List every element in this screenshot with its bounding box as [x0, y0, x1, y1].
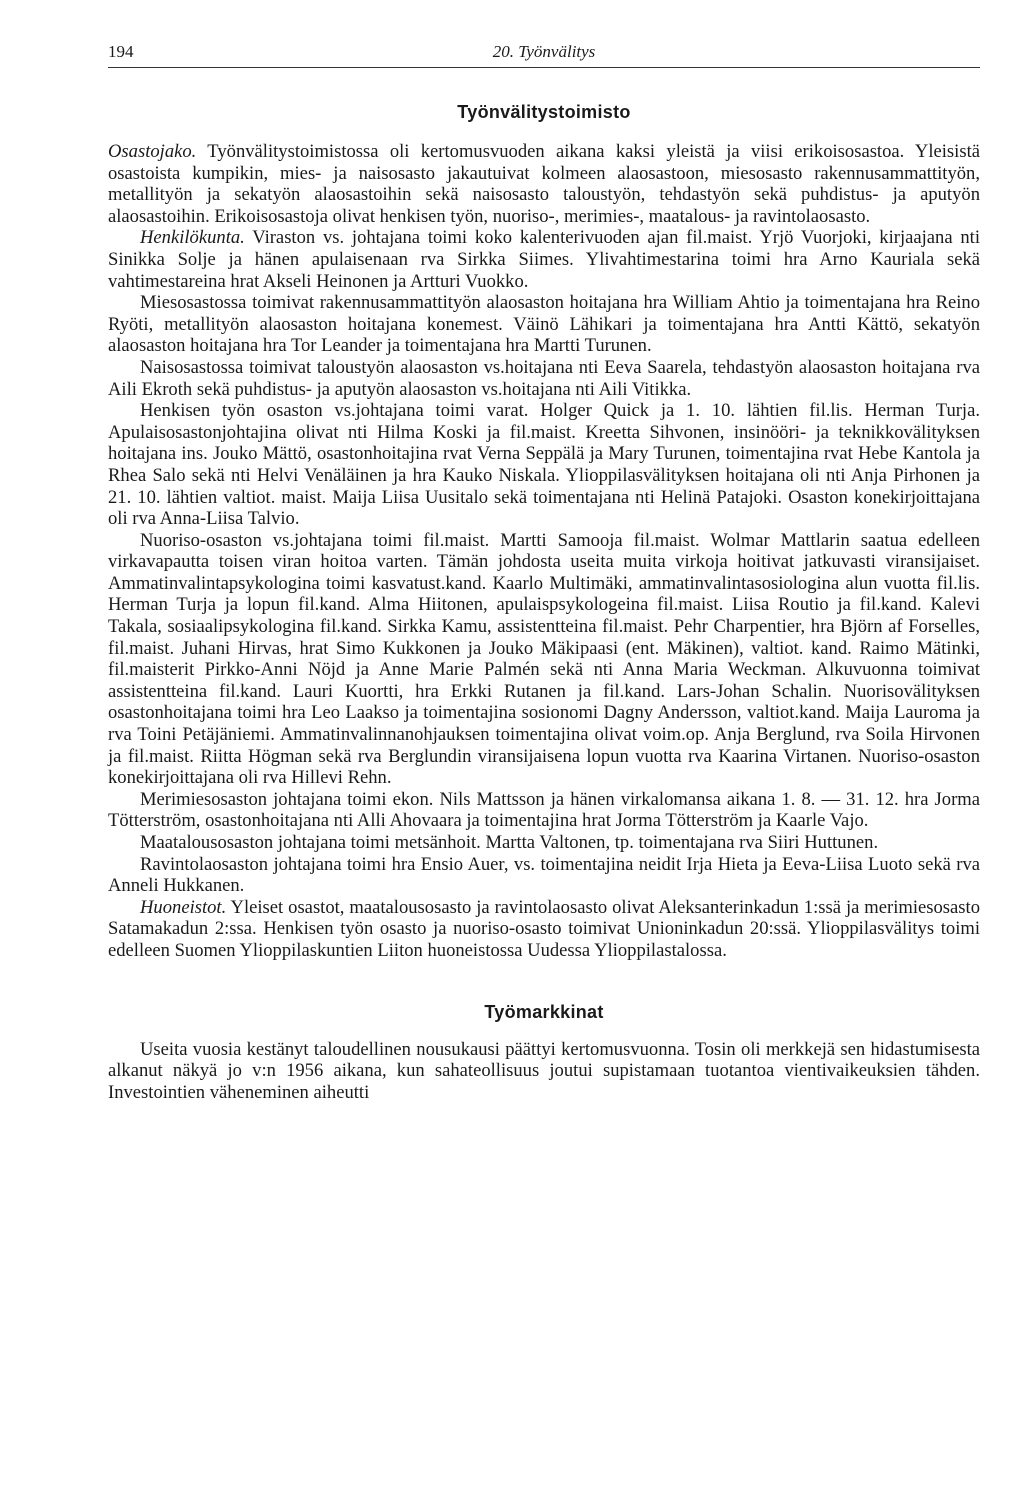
- paragraph-ravintolaosasto: Ravintolaosaston johtajana toimi hra Ensio Auer, vs. toimentajina neidit Irja Hieta ja Eeva-Liisa Luoto sekä rva Anneli Hukkanen.: [108, 853, 980, 897]
- document-page: [108, 42, 980, 1103]
- paragraph-nuoriso-osasto: Nuoriso-osaston vs.johtajana toimi fil.maist. Martti Samooja fil.maist. Wolmar Mattlarin saatua edelleen virkavapautta toisen viran hoitoa varten. Tämän johdosta useita muita virkoja hoitivat jatkuvasti viransijaiset. Ammatinvalintapsykologina toimi kasvatust.kand. Kaarlo Multimäki, ammatinvalintasosiologina alun vuotta fil.lis. Herman Turja ja lopun fil.kand. Alma Hiitonen, apulaispsykologeina fil.maist. Liisa Routio ja fil.kand. Kalevi Takala, sosiaalipsykologina fil.kand. Sirkka Kamu, assistentteina fil.maist. Pehr Charpentier, hra Björn af Forselles, fil.maist. Juhani Hirvas, hrat Simo Kukkonen ja Jouko Mäkipaasi (ent. Mäkinen), valtiot. kand. Raimo Mätinki, fil.maisterit Pirkko-Anni Nöjd ja Anne Marie Palmén sekä nti Anna Maria Weckman. Alkuvuonna toimivat assistentteina fil.kand. Lauri Kuortti, hra Erkki Rutanen ja fil.kand. Lars-Johan Schalin. Nuorisovälityksen osastonhoitajana toimi hra Leo Laakso ja toimentajina sosionomi Dagny Andersson, valtiot.kand. Maija Lauroma ja rva Toini Petäjäniemi. Ammatinvalinnanohjauksen toimentajina olivat voim.op. Anja Berglund, rva Soila Hirvonen ja fil.maist. Riitta Högman sekä rva Berglundin viransijaisena lopun vuotta rva Kaarina Virtanen. Nuoriso-osaston konekirjoittajana oli rva Hillevi Rehn.: [108, 529, 980, 789]
- page-number: 194: [108, 42, 134, 61]
- section-body-tyonvalitystoimisto: [108, 141, 980, 962]
- section-title-tyonvalitystoimisto: Työnvälitystoimisto: [457, 102, 631, 122]
- paragraph-text: Työnvälitystoimistossa oli kertomusvuoden aikana kaksi yleistä ja viisi erikoisosastoa. Yleisistä osastoista kumpikin, mies- ja naisosasto jakautuivat kolmeen alaosastoon, miesosasto rakennusammattityön, metallityön ja sekatyön alaosastoihin sekä naisosasto taloustyön, tehdastyön sekä puhdistus- ja aputyön alaosastoihin. Erikoisosastoja olivat henkisen työn, nuoriso-, merimies-, maatalous- ja ravintolaosasto.: [108, 141, 980, 227]
- section-title-tyomarkkinat: Työmarkkinat: [484, 1001, 604, 1022]
- paragraph-miesosasto: Miesosastossa toimivat rakennusammattityön alaosaston hoitajana hra William Ahtio ja toimentajana hra Reino Ryöti, metallityön alaosaston hoitajana konemest. Väinö Lähikari ja toimentajana hra Antti Kättö, sekatyön alaosaston hoitajana hra Tor Leander ja toimentajana hra Martti Turunen.: [108, 292, 980, 357]
- section-body-tyomarkkinat: [108, 1039, 980, 1104]
- paragraph-lead: Henkilökunta.: [140, 227, 245, 249]
- paragraph-osastojako: [108, 141, 980, 227]
- paragraph-maatalousosasto: Maatalousosaston johtajana toimi metsänhoit. Martta Valtonen, tp. toimentajana rva Siiri Huttunen.: [140, 832, 879, 853]
- running-title: 20. Työnvälitys: [492, 42, 596, 61]
- paragraph-text: Yleiset osastot, maatalousosasto ja ravintolaosasto olivat Aleksanterinkadun 1:ssä ja merimiesosasto Satamakadun 2:ssa. Henkisen työn osasto ja nuoriso-osasto toimivat Unioninkadun 20:ssä. Ylioppilasvälitys toimi edelleen Suomen Ylioppilaskuntien Liiton huoneistossa Uudessa Ylioppilastalossa.: [108, 896, 980, 961]
- paragraph-henkisen-tyon-osasto: Henkisen työn osaston vs.johtajana toimi varat. Holger Quick ja 1. 10. lähtien fil.lis. Herman Turja. Apulaisosastonjohtajina olivat nti Hilma Koski ja fil.maist. Kreetta Sihvonen, insinööri- ja teknikkovälityksen hoitajana ins. Jouko Mättö, osastonhoitajina rvat Verna Seppälä ja Mary Turunen, toimentajina rvat Hebe Kantola ja Rhea Salo sekä nti Helvi Venäläinen ja hra Kauko Niskala. Ylioppilasvälityksen hoitajana oli nti Anja Pirhonen ja 21. 10. lähtien valtiot. maist. Maija Liisa Uusitalo sekä toimentajana nti Helinä Patajoki. Osaston konekirjoittajana oli rva Anna-Liisa Talvio.: [108, 400, 980, 530]
- paragraph-merimiesosasto: Merimiesosaston johtajana toimi ekon. Nils Mattsson ja hänen virkalomansa aikana 1. 8. — 31. 12. hra Jorma Tötterström, osastonhoitajana nti Alli Ahovaara ja toimentajina hrat Jorma Tötterström ja Kaarle Vajo.: [108, 788, 980, 832]
- header-rule: [108, 67, 980, 68]
- paragraph-henkilokunta: [108, 227, 980, 292]
- paragraph-naisosasto: Naisosastossa toimivat taloustyön alaosaston vs.hoitajana nti Eeva Saarela, tehdastyön alaosaston hoitajana rva Aili Ekroth sekä puhdistus- ja aputyön alaosaston vs.hoitajana nti Aili Vitikka.: [108, 356, 980, 400]
- paragraph-lead: Osastojako.: [108, 141, 197, 162]
- running-header: [108, 42, 980, 68]
- paragraph-huoneistot: [108, 897, 980, 962]
- paragraph-text: Viraston vs. johtajana toimi koko kalenterivuoden ajan fil.maist. Yrjö Vuorjoki, kirjaajana nti Sinikka Solje ja hänen apulaisenaan rva Sirkka Siimes. Ylivahtimestarina toimi hra Arno Kauriala sekä vahtimestareina hrat Akseli Heinonen ja Artturi Vuokko.: [108, 227, 980, 292]
- paragraph-nousukausi: Useita vuosia kestänyt taloudellinen nousukausi päättyi kertomusvuonna. Tosin oli merkkejä sen hidastumisesta alkanut näkyä jo v:n 1956 aikana, kun sahateollisuus joutui supistamaan tuotantoa vientivaikeuksien tähden. Investointien väheneminen aiheutti: [108, 1038, 980, 1103]
- paragraph-lead: Huoneistot.: [140, 896, 227, 918]
